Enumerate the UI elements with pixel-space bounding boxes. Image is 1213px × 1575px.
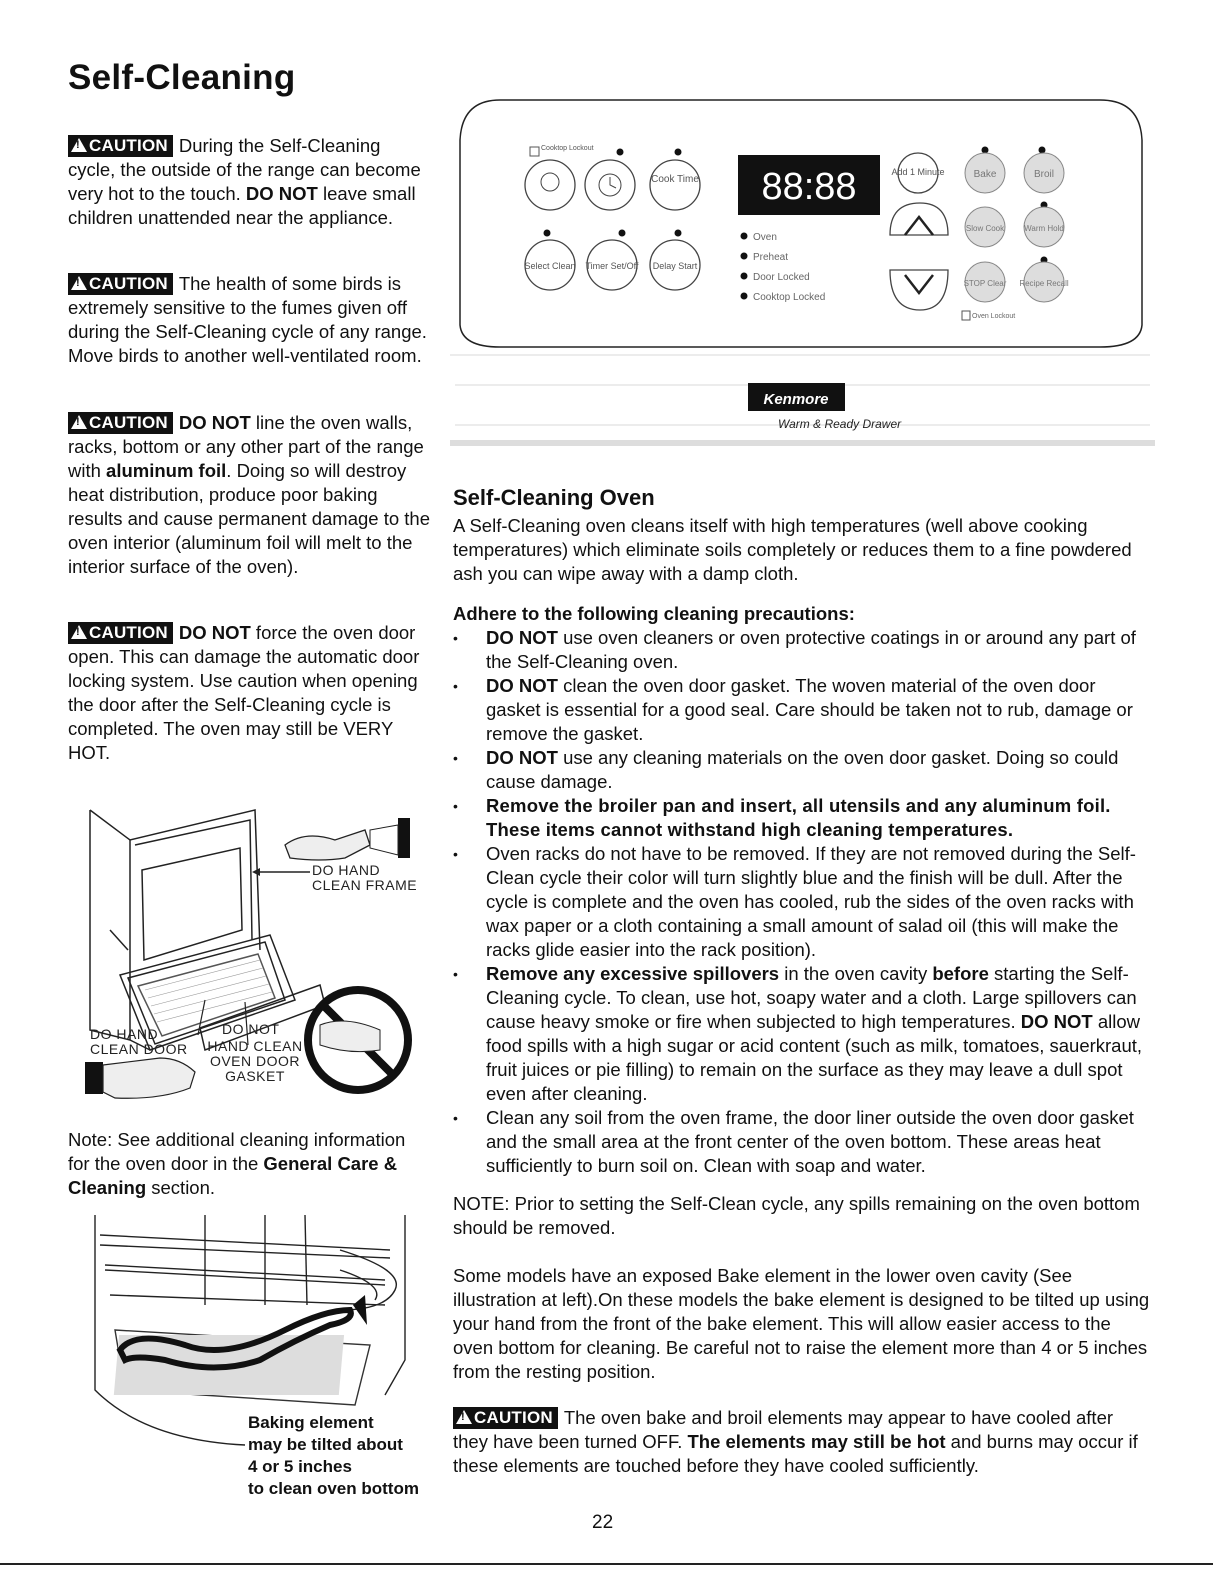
warning-icon <box>71 625 87 639</box>
delay-start-button <box>650 240 700 290</box>
footer-rule <box>0 1563 1213 1565</box>
label-hand-clean-frame: DO HAND CLEAN FRAME <box>312 862 418 893</box>
drawer-label: Warm & Ready Drawer <box>778 417 902 431</box>
caution-2: !CAUTION The health of some birds is extremely sensitive to the fumes given off during the Self-Cleaning cycle of any range. Move birds to another well-ventilated room. <box>68 272 430 368</box>
oven-lockout-label: Oven Lockout <box>972 313 1016 320</box>
label-hand-clean-gasket: HAND CLEAN OVEN DOOR GASKET <box>207 1038 303 1084</box>
indicator-cooktop-locked: Cooktop Locked <box>753 292 826 303</box>
precautions-list <box>453 626 1153 1178</box>
svg-text:Delay Start: Delay Start <box>652 261 698 271</box>
select-clean-button <box>524 240 575 290</box>
cooktop-lockout-label: Cooktop Lockout <box>541 145 594 152</box>
warning-icon <box>71 415 87 429</box>
caution-1: !CAUTION During the Self-Cleaning cycle, the outside of the range can become very hot to the touch. DO NOT leave small children unattended near the appliance. <box>68 134 430 230</box>
intro-paragraph: A Self-Cleaning oven cleans itself with high temperatures (well above cooking temperatures) which eliminate soils completely or reduces them to a fine powdered ash you can wipe away with a damp cloth. <box>453 515 1132 584</box>
svg-text:Warm Hold: Warm Hold <box>1024 224 1064 233</box>
list-item: • DO NOT use oven cleaners or oven protective coatings in or around any part of the Self-Cleaning oven. <box>453 626 1153 674</box>
caution-badge: !CAUTION <box>68 135 173 157</box>
control-panel-illustration <box>450 85 1155 455</box>
indicator-preheat: Preheat <box>753 252 789 263</box>
caution-3: !CAUTION DO NOT line the oven walls, racks, bottom or any other part of the range with aluminum foil. Doing so will destroy heat distribution, produce poor baking results and cause permanent damage to the oven interior (aluminum foil will melt to the interior surface of the oven). <box>68 411 430 579</box>
label-hand-clean-door: DO HAND CLEAN DOOR <box>90 1026 188 1057</box>
svg-text:Cook Time: Cook Time <box>651 174 699 185</box>
bake-paragraph: Some models have an exposed Bake element in the lower oven cavity (See illustration at left).On these models the bake element is designed to be tilted up using your hand from the front of the bake element. This will allow easier access to the oven bottom for cleaning. Be careful not to raise the element more than 4 or 5 inches from the resting position. <box>453 1265 1150 1382</box>
svg-text:STOP Clear: STOP Clear <box>963 279 1007 288</box>
caution-4: !CAUTION DO NOT force the oven door open. This can damage the automatic door locking system. Use caution when opening the door after the Self-Cleaning cycle is completed. The oven may still be VERY HOT. <box>68 621 430 765</box>
svg-text:Bake: Bake <box>973 169 997 180</box>
clock-button <box>585 160 635 210</box>
panel-button <box>525 160 575 210</box>
label-do-not: DO NOT <box>222 1021 280 1037</box>
hand-icon <box>85 1058 195 1098</box>
svg-text:Slow Cook: Slow Cook <box>965 224 1005 233</box>
page-number: 22 <box>592 1512 614 1533</box>
list-item: • Remove the broiler pan and insert, all utensils and any aluminum foil. These items cannot withstand high cleaning temperatures. <box>453 794 1153 842</box>
list-item: • Remove any excessive spillovers in the oven cavity before starting the Self-Cleaning cycle. To clean, use hot, soapy water and a cloth. Large spillovers can cause heavy smoke or fire when subjected to high temperatures. DO NOT allow food spills with a high sugar or acid content (such as milk, tomatoes, sauerkraut, fruit juices or pie filling) to remain on the surface as they may leave a dull spot even after cleaning. <box>453 962 1153 1106</box>
svg-text:Add 1 Minute: Add 1 Minute <box>891 167 945 177</box>
warning-icon <box>71 276 87 290</box>
hand-icon <box>285 818 410 860</box>
display-value: 88:88 <box>761 166 857 208</box>
svg-text:Recipe Recall: Recipe Recall <box>1019 279 1069 288</box>
list-item: • Oven racks do not have to be removed. If they are not removed during the Self-Clean cycle their color will turn slightly blue and the finish will be dull. After the cycle is complete and the oven has cooled, rub the sides of the oven racks with wax paper or a cloth containing a small amount of salad oil (this will make the racks glide easier into the rack position). <box>453 842 1153 962</box>
bake-caption: Baking element may be tilted about 4 or 5 inches to clean oven bottom <box>248 1413 419 1498</box>
svg-text:Kenmore: Kenmore <box>763 391 829 408</box>
section-self-cleaning-oven <box>453 485 1153 1478</box>
caution-badge: !CAUTION <box>68 273 173 295</box>
list-item: • DO NOT clean the oven door gasket. The woven material of the oven door gasket is essential for a good seal. Care should be taken not to rub, damage or remove the gasket. <box>453 674 1153 746</box>
list-item: • Clean any soil from the oven frame, the door liner outside the oven door gasket and the small area at the front center of the oven bottom. These areas heat sufficiently to burn soil on. Clean with soap and water. <box>453 1106 1153 1178</box>
indicator-oven: Oven <box>753 232 777 243</box>
caution-badge: !CAUTION <box>453 1407 558 1429</box>
warning-icon <box>71 138 87 152</box>
final-caution: !CAUTION The oven bake and broil elements may appear to have cooled after they have been turned OFF. The elements may still be hot and burns may occur if these elements are touched before they have cooled sufficiently. <box>453 1406 1153 1478</box>
svg-text:Timer Set/Off: Timer Set/Off <box>585 261 639 271</box>
note-paragraph: NOTE: Prior to setting the Self-Clean cycle, any spills remaining on the oven bottom should be removed. <box>453 1193 1140 1238</box>
indicator-door-locked: Door Locked <box>753 272 810 283</box>
list-item: • DO NOT use any cleaning materials on the oven door gasket. Doing so could cause damage. <box>453 746 1153 794</box>
svg-text:Broil: Broil <box>1033 169 1055 180</box>
caution-badge: !CAUTION <box>68 622 173 644</box>
warning-icon <box>456 1410 472 1424</box>
prohibited-icon <box>308 990 408 1090</box>
caution-badge: !CAUTION <box>68 412 173 434</box>
page-title: Self-Cleaning <box>68 58 296 97</box>
section-heading: Self-Cleaning Oven <box>453 485 655 510</box>
svg-text:Select Clean: Select Clean <box>524 261 576 271</box>
cook-time-button <box>650 160 700 210</box>
precautions-heading: Adhere to the following cleaning precautions: <box>453 603 855 624</box>
door-note: Note: See additional cleaning information for the oven door in the General Care & Cleaning section. <box>68 1129 406 1198</box>
